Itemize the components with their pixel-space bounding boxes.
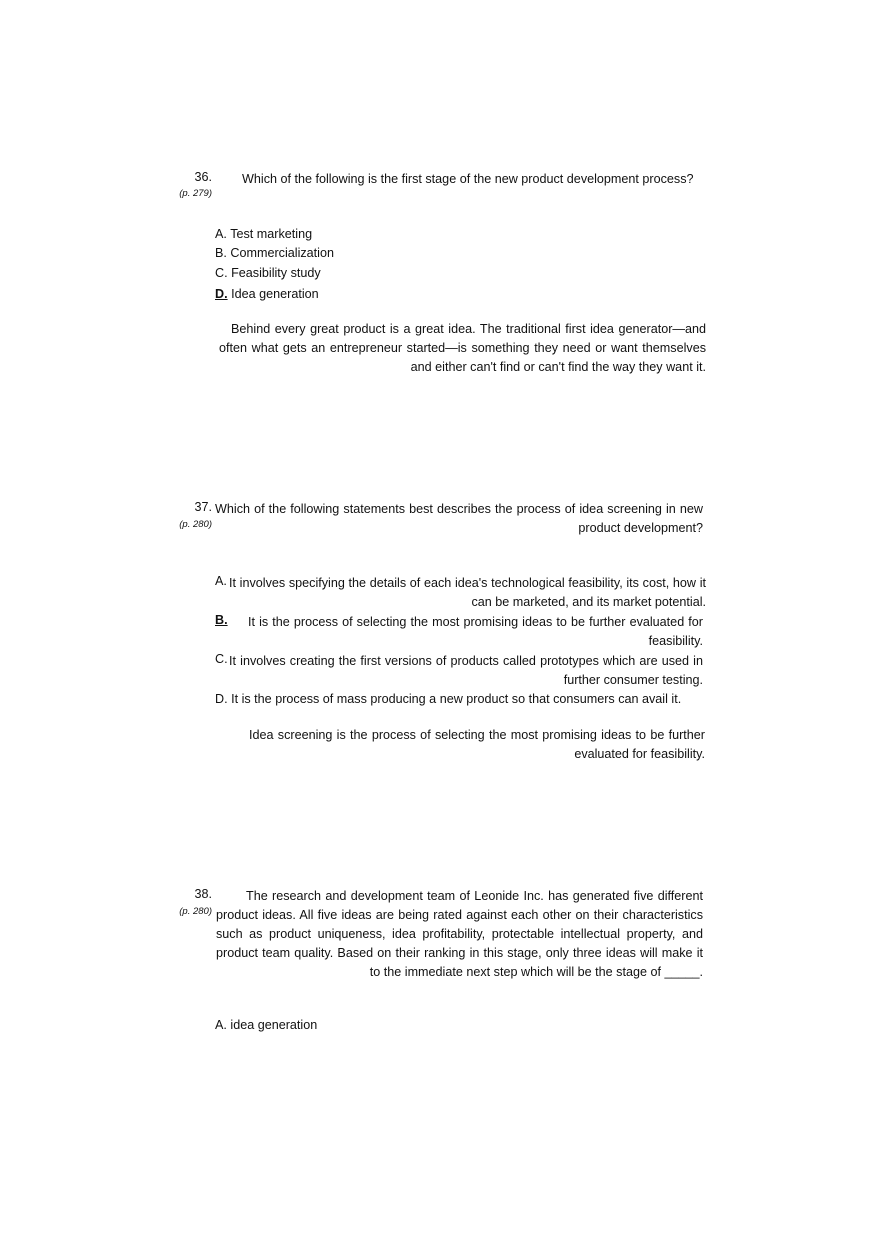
choice-text: Idea generation [231,287,319,301]
question-number: 37. [194,500,212,514]
choice-text: Commercialization [230,246,334,260]
choice-d-correct [215,285,319,305]
choice-letter: C. [215,266,228,280]
choice-d [215,690,681,710]
correct-answer-letter: B. [215,613,228,627]
choice-letter: D. [215,692,228,706]
question-text: The research and development team of Leonide Inc. has generated five different product ideas. All five ideas are being rated against each other on their characteristics such as product uniqueness, idea profitability, protectable intellectual property, and product team quality. Based on their ranking in this stage, only three ideas will make it to the immediate next step which will be the stage of _____. [216,889,703,979]
choice-b [215,244,334,264]
choice-c [215,652,703,690]
choice-a [215,574,706,612]
page-reference: (p. 279) [179,188,212,199]
question-text: Which of the following statements best describes the process of idea screening in new product development? [215,502,703,535]
answer-explanation: Behind every great product is a great idea. The traditional first idea generator—and often what gets an entrepreneur started—is something they need or want themselves and either can't find or can't find the way they want it. [219,322,706,374]
question-text: Which of the following is the first stage of the new product development process? [242,172,694,186]
choice-letter: A. [215,574,227,588]
choice-letter: A. [215,1018,227,1032]
choice-a [215,225,312,245]
choice-a [215,1016,317,1036]
choice-b-correct [215,613,703,651]
choice-text: It involves specifying the details of each idea's technological feasibility, its cost, how it can be marketed, and its market potential. [229,576,706,609]
choice-letter: C. [215,652,228,666]
choice-letter: B. [215,246,227,260]
choice-text: It is the process of selecting the most promising ideas to be further evaluated for feasibility. [248,615,703,648]
choice-text: It is the process of mass producing a new product so that consumers can avail it. [231,692,682,706]
question-number: 38. [194,887,212,901]
choice-text: It involves creating the first versions of products called prototypes which are used in further consumer testing. [229,654,703,687]
page-reference: (p. 280) [179,519,212,530]
choice-letter: A. [215,227,227,241]
choice-text: Feasibility study [231,266,321,280]
choice-text: idea generation [230,1018,318,1032]
answer-explanation: Idea screening is the process of selecting the most promising ideas to be further evaluated for feasibility. [249,728,705,761]
page-reference: (p. 280) [179,906,212,917]
correct-answer-letter: D. [215,287,228,301]
choice-text: Test marketing [230,227,313,241]
choice-c [215,264,321,284]
question-number: 36. [194,170,212,184]
